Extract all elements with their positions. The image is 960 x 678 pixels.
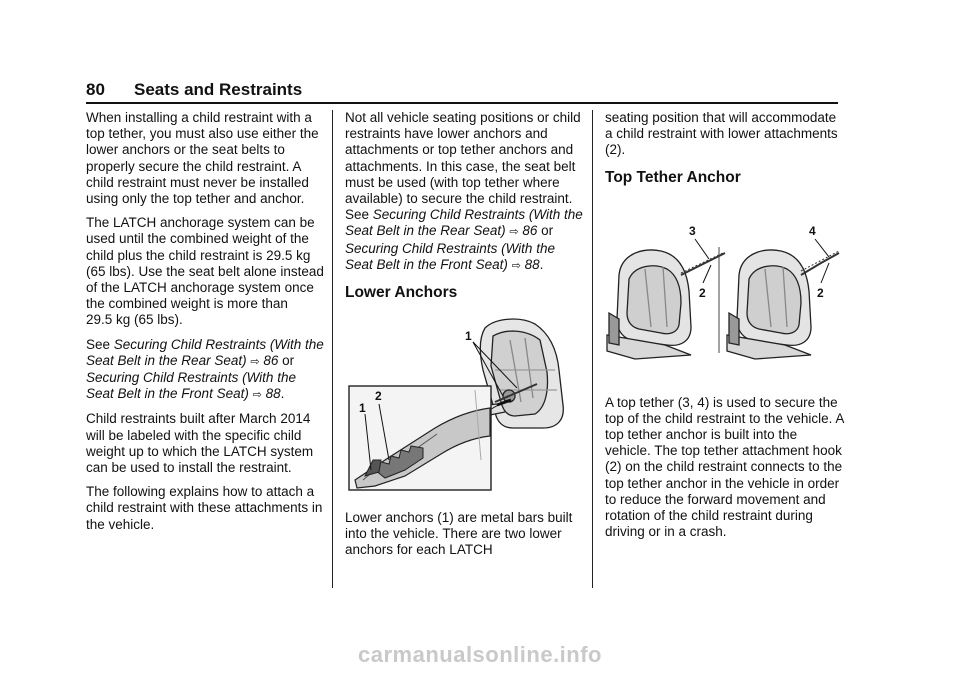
paragraph-explains: The following explains how to attach a child restraint with these attachments in the vehicle. bbox=[86, 484, 323, 532]
child-seat-left bbox=[607, 250, 725, 359]
paragraph-lower-anchors: Lower anchors (1) are metal bars built into the vehicle. There are two lower anchors for each LATCH bbox=[345, 510, 573, 558]
page-ref-arrow-icon: ⇨ bbox=[252, 389, 262, 402]
paragraph-see-references: See Securing Child Restraints (With the Seat Belt in the Rear Seat) ⇨ 86 or Securing Child Restraints (With the Seat Belt in the Front Seat) ⇨ 88. bbox=[86, 336, 324, 402]
callout-label-1-inset: 1 bbox=[359, 401, 366, 416]
paragraph-latch-weight: The LATCH anchorage system can be used until the combined weight of the child plus the child restraint is 29.5 kg (65 lbs). Use the seat belt alone instead of the LATCH anchorage system once the combined weight is more than 29.5 kg (65 lbs). bbox=[86, 215, 324, 328]
callout-label-1: 1 bbox=[465, 329, 472, 344]
column-divider bbox=[332, 110, 333, 588]
page-ref-arrow-icon: ⇨ bbox=[509, 226, 519, 239]
paragraph-not-all-positions: Not all vehicle seating positions or child restraints have lower anchors and attachments or top tether anchors and attachments. In this case, the seat belt must be used (with top tether where available) to secure the child restraint. See Securing Child Restraints (With the Seat Belt in the Rear Seat) ⇨ 86 or Securing Child Restraints (With the Seat Belt in the Front Seat) ⇨ 88. bbox=[345, 110, 583, 272]
lower-anchors-illustration bbox=[345, 310, 585, 500]
heading-lower-anchors: Lower Anchors bbox=[345, 284, 458, 302]
paragraph-labeling: Child restraints built after March 2014 will be labeled with the specific child weight up to which the LATCH system can be used to install the restraint. bbox=[86, 411, 314, 476]
watermark: carmanualsonline.info bbox=[358, 642, 602, 667]
callout-label-2-right: 2 bbox=[817, 285, 824, 300]
link-front-seat-belt[interactable]: Securing Child Restraints (With the Seat Belt in the Front Seat) bbox=[345, 240, 555, 272]
page-ref-86[interactable]: 86 bbox=[522, 223, 538, 239]
link-rear-seat-belt[interactable]: Securing Child Restraints (With the Seat Belt in the Rear Seat) bbox=[345, 207, 583, 239]
link-rear-seat-belt[interactable]: Securing Child Restraints (With the Seat Belt in the Rear Seat) bbox=[86, 336, 324, 368]
paragraph-top-tether: A top tether (3, 4) is used to secure the top of the child restraint to the vehicle. A top tether anchor is built into the vehicle. The top tether attachment hook (2) on the child restraint connects to the top tether anchor in the vehicle in order to reduce the forward movement and rotation of the child restraint during driving or in a crash. bbox=[605, 394, 844, 540]
page-ref-arrow-icon: ⇨ bbox=[250, 355, 260, 368]
paragraph-seating-position: seating position that will accommodate a child restraint with lower attachments (2). bbox=[605, 110, 838, 158]
column-1 bbox=[86, 110, 326, 541]
column-3 bbox=[605, 110, 845, 548]
page-ref-88[interactable]: 88 bbox=[524, 256, 540, 272]
callout-label-2-left: 2 bbox=[699, 285, 706, 300]
callout-label-2-inset: 2 bbox=[375, 389, 382, 404]
link-front-seat-belt[interactable]: Securing Child Restraints (With the Seat Belt in the Front Seat) bbox=[86, 370, 296, 402]
top-tether-illustration bbox=[605, 195, 845, 385]
page-ref-88[interactable]: 88 bbox=[265, 386, 281, 402]
page-ref-86[interactable]: 86 bbox=[263, 352, 279, 368]
callout-label-4: 4 bbox=[809, 223, 816, 238]
heading-top-tether-anchor: Top Tether Anchor bbox=[605, 168, 741, 186]
section-title: Seats and Restraints bbox=[134, 80, 303, 99]
paragraph-tether-usage: When installing a child restraint with a top tether, you must also use either the lower anchors or the seat belts to properly secure the child restraint. A child restraint must never be installed using only the top tether and anchor. bbox=[86, 110, 319, 207]
column-divider bbox=[592, 110, 593, 588]
callout-label-3: 3 bbox=[689, 223, 696, 238]
column-2 bbox=[345, 110, 585, 567]
child-seat-right bbox=[727, 250, 839, 359]
page-ref-arrow-icon: ⇨ bbox=[511, 259, 521, 272]
page-number: 80 bbox=[86, 80, 105, 99]
page-header bbox=[86, 78, 838, 104]
inset-detail-box bbox=[349, 386, 491, 490]
